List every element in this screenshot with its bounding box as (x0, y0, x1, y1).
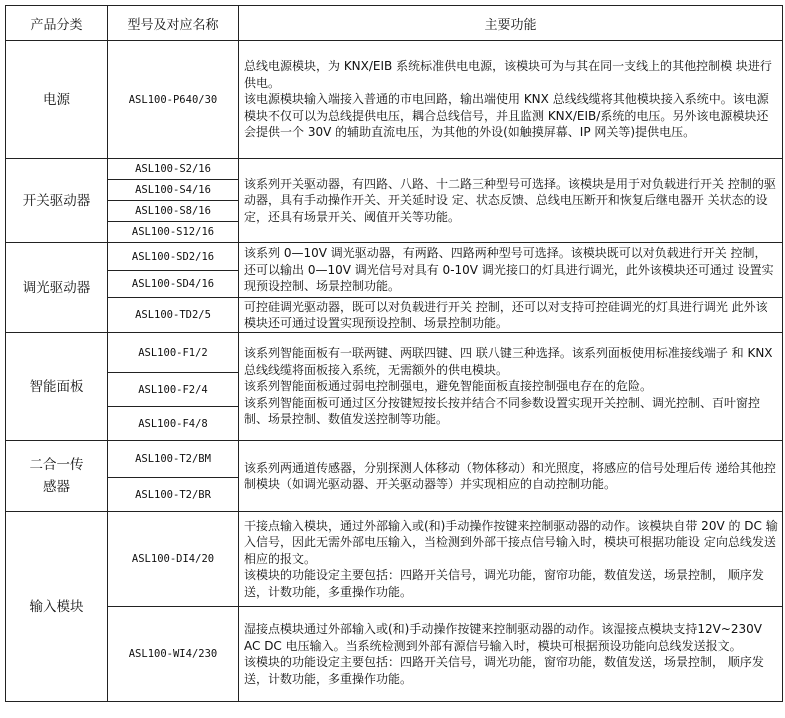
header-model: 型号及对应名称 (108, 6, 239, 41)
function-text: 该电源模块输入端接入普通的市电回路，输出端使用 KNX 总线线缆将其他模块接入系统中。该电源模块不仅可以为总线提供电压，耦合总线信号，并且监测 KNX/EIB/系统的电压。另外该电源模块还会提供一个 30V 的辅助直流电压，为其他的外设(如触摸屏幕、IP 网关等)提供电压。 (244, 92, 769, 140)
header-row (6, 6, 783, 41)
model-sensor: ASL100-T2/BM (108, 441, 239, 478)
function-panel (239, 333, 783, 441)
category-input: 输入模块 (6, 512, 108, 702)
header-category: 产品分类 (6, 6, 108, 41)
model-switch: ASL100-S8/16 (108, 201, 239, 222)
category-sensor-line2: 感器 (43, 479, 70, 495)
function-text: 干接点输入模块，通过外部输入或(和)手动操作按键来控制驱动器的动作。该模块自带 20V 的 DC 输入信号，因此无需外部电压输入，当检测到外部干接点信号输入时，模块可根据功能设 定向总线发送相应的报文。 (244, 518, 778, 566)
model-switch: ASL100-S12/16 (108, 222, 239, 243)
function-text: 该系列智能面板有一联两键、两联四键、四 联八键三种选择。该系列面板使用标准接线端子 和 KNX 总线线缆将面板接入系统，无需额外的供电模块。 (244, 346, 773, 377)
function-input-dry (239, 512, 783, 607)
table-row (6, 333, 783, 373)
function-sensor: 该系列两通道传感器，分别探测人体移动（物体移动）和光照度，将感应的信号处理后传 递给其他控制模块（如调光驱动器、开关驱动器等）并实现相应的自动控制功能。 (239, 441, 783, 512)
header-function: 主要功能 (239, 6, 783, 41)
model-panel: ASL100-F1/2 (108, 333, 239, 373)
model-input: ASL100-DI4/20 (108, 512, 239, 607)
table-row (6, 159, 783, 180)
category-switch: 开关驱动器 (6, 159, 108, 243)
model-switch: ASL100-S2/16 (108, 159, 239, 180)
table-row (6, 41, 783, 159)
category-sensor (6, 441, 108, 512)
table-row (6, 441, 783, 478)
function-power (239, 41, 783, 159)
product-spec-table (5, 5, 783, 702)
table-row (6, 607, 783, 702)
category-dimmer: 调光驱动器 (6, 243, 108, 333)
function-text: 总线电源模块，为 KNX/EIB 系统标准供电电源，该模块可为与其在同一支线上的其他控制模 块进行供电。 (244, 59, 772, 90)
function-input-wet (239, 607, 783, 702)
model-input: ASL100-WI4/230 (108, 607, 239, 702)
category-sensor-line1: 二合一传 (29, 457, 84, 473)
table-row (6, 512, 783, 607)
model-dimmer: ASL100-SD4/16 (108, 271, 239, 298)
function-switch: 该系列开关驱动器，有四路、八路、十二路三种型号可选择。该模块是用于对负载进行开关 控制的驱动器，具有手动操作开关、开关延时设 定、状态反馈、总线电压断开和恢复后继电器开 关状态的设定，还具有场景开关、阈值开关等功能。 (239, 159, 783, 243)
model-dimmer: ASL100-TD2/5 (108, 298, 239, 333)
function-dimmer: 该系列 0—10V 调光驱动器，有两路、四路两种型号可选择。该模块既可以对负载进行开关 控制，还可以输出 0—10V 调光信号对具有 0-10V 调光接口的灯具进行调光，此外该模块还可通过 设置实现预设控制、场景控制功能。 (239, 243, 783, 298)
model-switch: ASL100-S4/16 (108, 180, 239, 201)
model-panel: ASL100-F2/4 (108, 373, 239, 407)
function-text: 该模块的功能设定主要包括：四路开关信号，调光功能，窗帘功能，数值发送，场景控制， 顺序发送，计数功能，多重操作功能。 (244, 655, 764, 686)
category-panel: 智能面板 (6, 333, 108, 441)
model-sensor: ASL100-T2/BR (108, 478, 239, 512)
model-dimmer: ASL100-SD2/16 (108, 243, 239, 271)
function-dimmer-triac: 可控硅调光驱动器，既可以对负载进行开关 控制，还可以对支持可控硅调光的灯具进行调光 此外该模块还可通过设置实现预设控制、场景控制功能。 (239, 298, 783, 333)
function-text: 湿接点模块通过外部输入或(和)手动操作按键来控制驱动器的动作。该湿接点模块支持12V~230V AC DC 电压输入。当系统检测到外部有源信号输入时，模块可根据预设功能向总线发送报文。 (244, 622, 763, 653)
category-power: 电源 (6, 41, 108, 159)
function-text: 该系列智能面板通过弱电控制强电，避免智能面板直接控制强电存在的危险。 (244, 379, 653, 394)
model-power: ASL100-P640/30 (108, 41, 239, 159)
table-row (6, 298, 783, 333)
model-panel: ASL100-F4/8 (108, 407, 239, 441)
table-row (6, 243, 783, 271)
function-text: 该系列智能面板可通过区分按键短按长按并结合不同参数设置实现开关控制、调光控制、百叶窗控制、场景控制、数值发送控制等功能。 (244, 395, 761, 427)
function-text: 该模块的功能设定主要包括：四路开关信号，调光功能，窗帘功能，数值发送，场景控制， 顺序发送，计数功能，多重操作功能。 (244, 568, 764, 599)
